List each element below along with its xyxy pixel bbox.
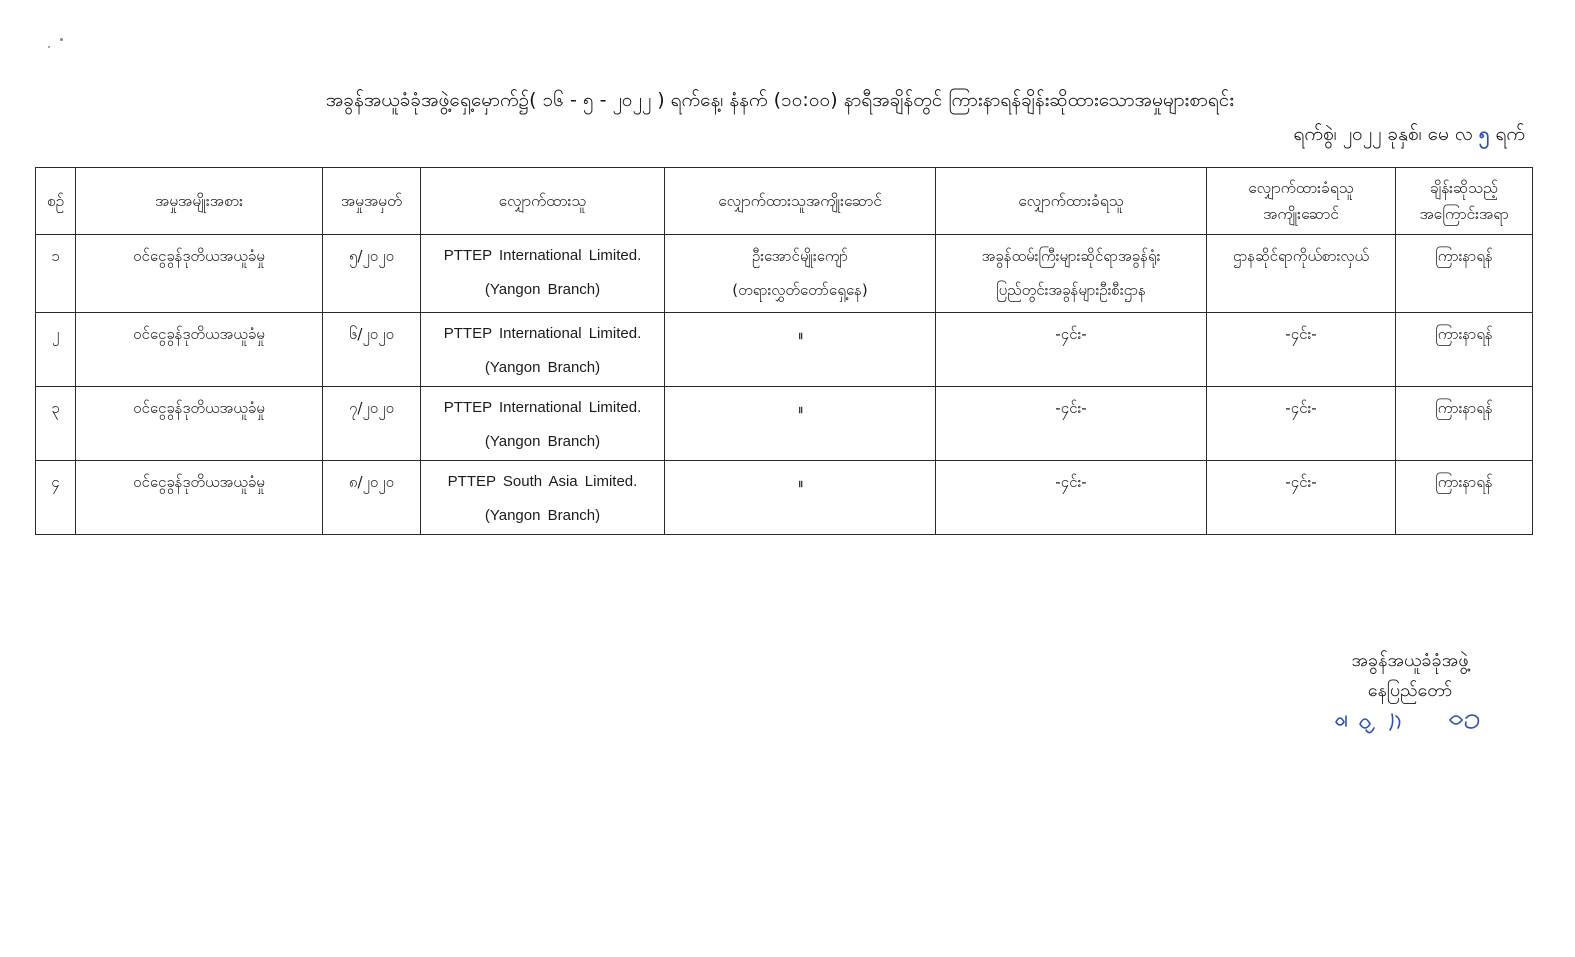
cell-appellant-rep [665, 461, 936, 535]
appellant-name: PTTEP International Limited. [443, 247, 642, 264]
cell-reason: ကြားနာရန် [1396, 387, 1533, 461]
cell-no: ၁ [36, 235, 76, 313]
ditto-mark: ။ [798, 476, 802, 491]
header-respondent-rep-line2: အကျိုးဆောင် [1263, 205, 1339, 223]
cell-reason: ကြားနာရန် [1396, 235, 1533, 313]
table-row [36, 313, 1533, 387]
header-appellant-rep: လျှောက်ထားသူအကျိုးဆောင် [665, 168, 936, 235]
cell-case-type: ဝင်ငွေခွန်ဒုတိယအယူခံမှု [76, 313, 323, 387]
cell-case-no: ၈/၂၀၂၀ [323, 461, 421, 535]
appellant-branch: (Yangon Branch) [484, 281, 601, 298]
appellant-branch: (Yangon Branch) [484, 507, 601, 524]
table-row [36, 235, 1533, 313]
cell-no: ၄ [36, 461, 76, 535]
table-row [36, 387, 1533, 461]
cell-respondent-rep: -၄င်း- [1207, 313, 1396, 387]
header-appellant: လျှောက်ထားသူ [421, 168, 665, 235]
header-respondent-rep-line1: လျှောက်ထားခံရသူ [1248, 179, 1354, 197]
cell-appellant-rep [665, 235, 936, 313]
cell-case-no: ၅/၂၀၂၀ [323, 235, 421, 313]
header-reason-line2: အကြောင်းအရာ [1419, 205, 1509, 223]
appellant-rep-name: ဦးအောင်မျိုးကျော် [751, 247, 849, 265]
cell-appellant [421, 461, 665, 535]
cell-respondent-rep: -၄င်း- [1207, 461, 1396, 535]
signature-authority: အခွန်အယူခံခုံအဖွဲ့ [1351, 650, 1469, 671]
signature-location: နေပြည်တော် [1367, 680, 1453, 701]
appellant-branch: (Yangon Branch) [484, 359, 601, 376]
cell-respondent-rep: -၄င်း- [1207, 387, 1396, 461]
document-date [1293, 120, 1525, 148]
header-respondent-rep [1207, 168, 1396, 235]
cell-respondent [936, 235, 1207, 313]
ditto-mark: ။ [798, 402, 802, 417]
cell-no: ၂ [36, 313, 76, 387]
cell-respondent: -၄င်း- [936, 461, 1207, 535]
date-day: ၅ [1478, 123, 1490, 145]
respondent-office: အခွန်ထမ်းကြီးများဆိုင်ရာအခွန်ရုံး [981, 247, 1161, 265]
cell-appellant [421, 387, 665, 461]
header-no: စဉ် [36, 168, 76, 235]
header-case-type: အမှုအမျိုးအစား [76, 168, 323, 235]
cell-reason: ကြားနာရန် [1396, 313, 1533, 387]
cell-case-type: ဝင်ငွေခွန်ဒုတိယအယူခံမှု [76, 235, 323, 313]
header-reason [1396, 168, 1533, 235]
cell-case-type: ဝင်ငွေခွန်ဒုတိယအယူခံမှု [76, 461, 323, 535]
appellant-rep-title: (တရားလွှတ်တော်ရှေ့နေ) [732, 281, 868, 299]
respondent-department: ပြည်တွင်းအခွန်များဦးစီးဌာန [996, 281, 1146, 299]
cell-respondent: -၄င်း- [936, 313, 1207, 387]
scan-speck [60, 38, 63, 41]
scan-speck [48, 46, 50, 48]
cell-case-type: ဝင်ငွေခွန်ဒုတိယအယူခံမှု [76, 387, 323, 461]
cell-respondent-rep: ဌာနဆိုင်ရာကိုယ်စားလှယ် [1207, 235, 1396, 313]
appellant-branch: (Yangon Branch) [484, 433, 601, 450]
header-case-no: အမှုအမှတ် [323, 168, 421, 235]
appellant-name: PTTEP International Limited. [443, 325, 642, 342]
signature-block [1330, 646, 1490, 706]
cell-respondent: -၄င်း- [936, 387, 1207, 461]
cell-case-no: ၆/၂၀၂၀ [323, 313, 421, 387]
date-suffix: ရက် [1495, 123, 1525, 145]
header-respondent: လျှောက်ထားခံရသူ [936, 168, 1207, 235]
cell-no: ၃ [36, 387, 76, 461]
cell-appellant-rep [665, 387, 936, 461]
page-title: အခွန်အယူခံခုံအဖွဲ့ရှေ့မှောက်၌( ၁၆ - ၅ - ၂၀၂၂ ) ရက်နေ့၊ နံနက် (၁၀:၀၀) နာရီအချိန်တွင် ကြားနာရန်ချိန်းဆိုထားသောအမှုများစာရင်း [325, 89, 1235, 111]
table-row [36, 461, 1533, 535]
cell-case-no: ၇/၂၀၂၀ [323, 387, 421, 461]
date-prefix: ရက်စွဲ၊ ၂၀၂၂ ခုနှစ်၊ မေ လ [1293, 123, 1473, 145]
appellant-name: PTTEP South Asia Limited. [447, 473, 638, 490]
cell-appellant [421, 235, 665, 313]
cell-appellant-rep [665, 313, 936, 387]
hearing-schedule-table [35, 167, 1533, 535]
appellant-name: PTTEP International Limited. [443, 399, 642, 416]
cell-reason: ကြားနာရန် [1396, 461, 1533, 535]
handwritten-signature-icon [1330, 706, 1500, 738]
cell-appellant [421, 313, 665, 387]
ditto-mark: ။ [798, 328, 802, 343]
table-header-row [36, 168, 1533, 235]
header-reason-line1: ချိန်းဆိုသည့် [1429, 179, 1499, 197]
